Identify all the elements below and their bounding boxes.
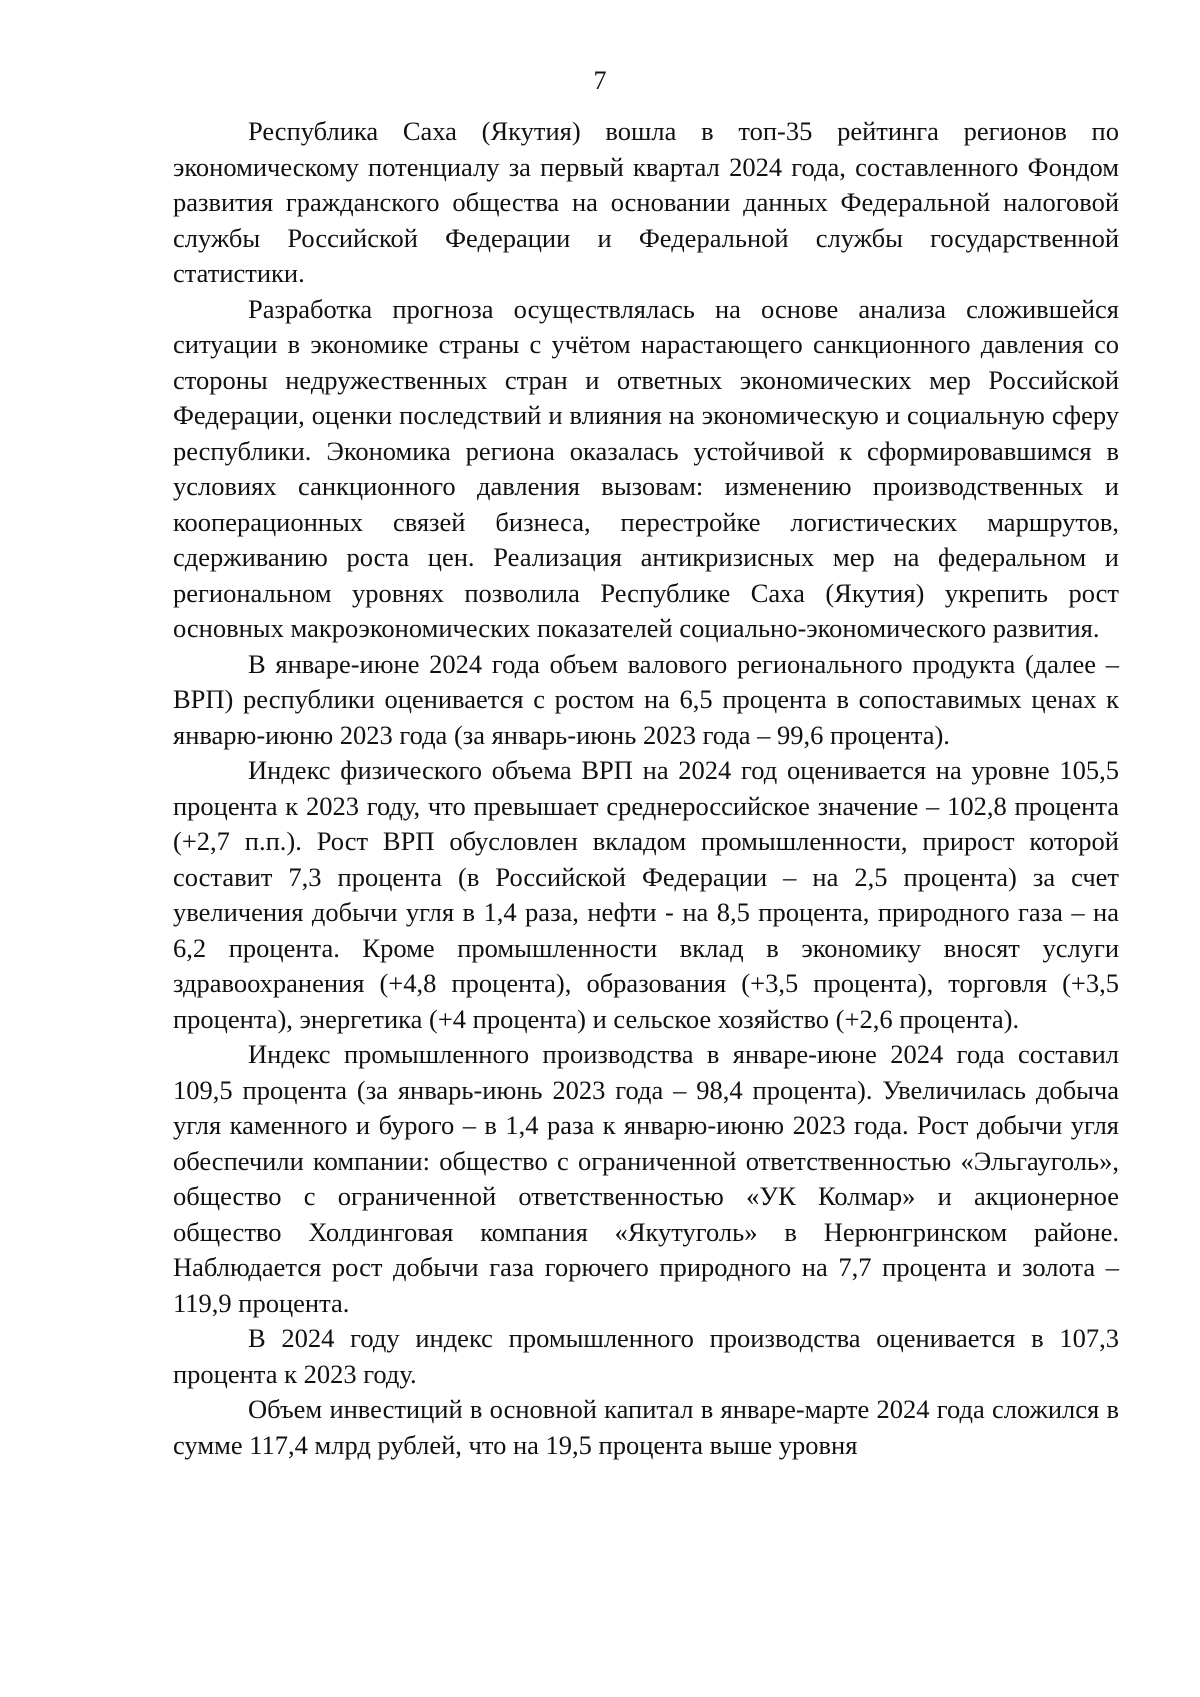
- document-body: [173, 114, 1119, 1463]
- paragraph-grp-index: Индекс физического объема ВРП на 2024 год оценивается на уровне 105,5 процента к 2023 году, что превышает среднероссийское значение – 102,8 процента (+2,7 п.п.). Рост ВРП обусловлен вкладом промышленности, прирост которой составит 7,3 процента (в Российской Федерации – на 2,5 процента) за счет увеличения добычи угля в 1,4 раза, нефти - на 8,5 процента, природного газа – на 6,2 процента. Кроме промышленности вклад в экономику вносят услуги здравоохранения (+4,8 процента), образования (+3,5 процента), торговля (+3,5 процента), энергетика (+4 процента) и сельское хозяйство (+2,6 процента).: [173, 755, 1119, 1034]
- paragraph-industrial-index: Индекс промышленного производства в январе-июне 2024 года составил 109,5 процента (за январь-июнь 2023 года – 98,4 процента). Увеличилась добыча угля каменного и бурого – в 1,4 раза к январю-июню 2023 года. Рост добычи угля обеспечили компании: общество с ограниченной ответственностью «Эльгауголь», общество с ограниченной ответственностью «УК Колмар» и акционерное общество Холдинговая компания «Якутуголь» в Нерюнгринском районе. Наблюдается рост добычи газа горючего природного на 7,7 процента и золота – 119,9 процента.: [173, 1039, 1119, 1318]
- paragraph-rating: Республика Саха (Якутия) вошла в топ-35 рейтинга регионов по экономическому потенциалу за первый квартал 2024 года, составленного Фондом развития гражданского общества на основании данных Федеральной налоговой службы Российской Федерации и Федеральной службы государственной статистики.: [173, 116, 1119, 288]
- page-number: 7: [593, 66, 607, 95]
- paragraph-industrial-forecast: В 2024 году индекс промышленного производства оценивается в 107,3 процента к 2023 году.: [173, 1323, 1119, 1389]
- paragraph-investments: Объем инвестиций в основной капитал в январе-марте 2024 года сложился в сумме 117,4 млрд рублей, что на 19,5 процента выше уровня: [173, 1394, 1119, 1460]
- paragraph-forecast: Разработка прогноза осуществлялась на основе анализа сложившейся ситуации в экономике страны с учётом нарастающего санкционного давления со стороны недружественных стран и ответных экономических мер Российской Федерации, оценки последствий и влияния на экономическую и социальную сферу республики. Экономика региона оказалась устойчивой к сформировавшимся в условиях санкционного давления вызовам: изменению производственных и кооперационных связей бизнеса, перестройке логистических маршрутов, сдерживанию роста цен. Реализация антикризисных мер на федеральном и региональном уровнях позволила Республике Саха (Якутия) укрепить рост основных макроэкономических показателей социально-экономического развития.: [173, 293, 1119, 643]
- paragraph-grp-half-year: В январе-июне 2024 года объем валового регионального продукта (далее – ВРП) республики оценивается с ростом на 6,5 процента в сопоставимых ценах к январю-июню 2023 года (за январь-июнь 2023 года – 99,6 процента).: [173, 648, 1119, 750]
